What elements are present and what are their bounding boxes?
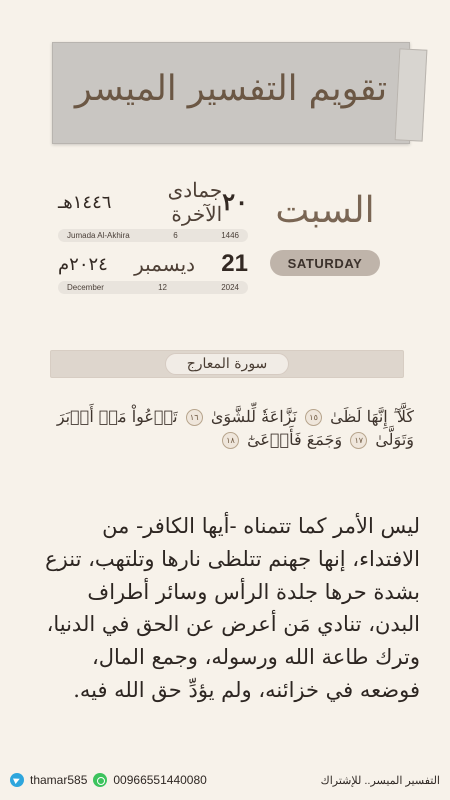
verse-16-text: نَزَّاعَةٗ لِّلشَّوَىٰ — [210, 407, 297, 426]
gregorian-day: 21 — [221, 250, 248, 277]
quran-verses — [36, 405, 414, 451]
ayah-number-17: ١٧ — [350, 432, 367, 449]
ayah-number-16: ١٦ — [186, 409, 203, 426]
verse-17-end: وَتَوَلَّىٰ — [375, 430, 414, 450]
gregorian-pill-day: 12 — [158, 283, 167, 292]
gregorian-date-row — [58, 250, 248, 278]
tafsir-text: ليس الأمر كما تتمناه -أيها الكافر- من الافتداء، إنها جهنم تتلظى نارها وتلتهب، تنزع بشدة حرها جلدة الرأس وسائر أطراف البدن، تنادي مَن أعرض عن الحق في الدنيا، وترك طاعة الله ورسوله، وجمع المال، فوضعه في خزائنه، ولم يؤدِّ حق الله فيه. — [45, 514, 420, 702]
gregorian-month: ديسمبر — [134, 252, 196, 276]
surah-banner — [50, 350, 404, 378]
gregorian-month-en: December — [67, 283, 104, 292]
hijri-pill-day: 6 — [173, 231, 178, 240]
telegram-handle[interactable]: thamar585 — [30, 773, 88, 787]
whatsapp-icon[interactable] — [93, 773, 107, 787]
whatsapp-number[interactable]: 00966551440080 — [113, 773, 207, 787]
verse-line-1 — [36, 405, 414, 428]
hijri-year: ١٤٤٦هـ — [58, 191, 112, 212]
gregorian-year: ٢٠٢٤م — [58, 253, 108, 274]
hijri-date-row — [58, 178, 248, 226]
hijri-month-en: Jumada Al-Akhira — [67, 231, 130, 240]
contact-links — [10, 773, 207, 787]
verse-17-start: تَدۡعُواْ مَنۡ أَدۡبَرَ — [56, 407, 178, 426]
ayah-number-18: ١٨ — [222, 432, 239, 449]
gregorian-pill — [58, 281, 248, 294]
hijri-pill-year: 1446 — [221, 231, 239, 240]
hijri-month: جمادى الآخرة — [167, 178, 223, 226]
ayah-number-15: ١٥ — [305, 409, 322, 426]
app-title: تقويم التفسير الميسر — [74, 69, 388, 109]
verse-line-2 — [36, 428, 414, 451]
gregorian-pill-year: 2024 — [221, 283, 239, 292]
weekday-english-badge: SATURDAY — [270, 250, 380, 276]
hijri-pill — [58, 229, 248, 242]
telegram-icon[interactable] — [10, 773, 24, 787]
header-banner — [52, 42, 410, 144]
date-section — [58, 178, 248, 294]
verse-18-text: وَجَمَعَ فَأَوۡعَىٰٓ — [247, 430, 343, 450]
verse-15-text: كَلَّآ ۖ إِنَّهَا لَظَىٰ — [330, 407, 414, 426]
footer — [10, 770, 440, 790]
surah-name: سورة المعارج — [165, 353, 289, 375]
subscription-label: التفسير الميسر.. للإشتراك — [320, 774, 440, 787]
weekday-arabic: السبت — [275, 190, 375, 231]
hijri-day: ٢٠ — [222, 188, 248, 216]
